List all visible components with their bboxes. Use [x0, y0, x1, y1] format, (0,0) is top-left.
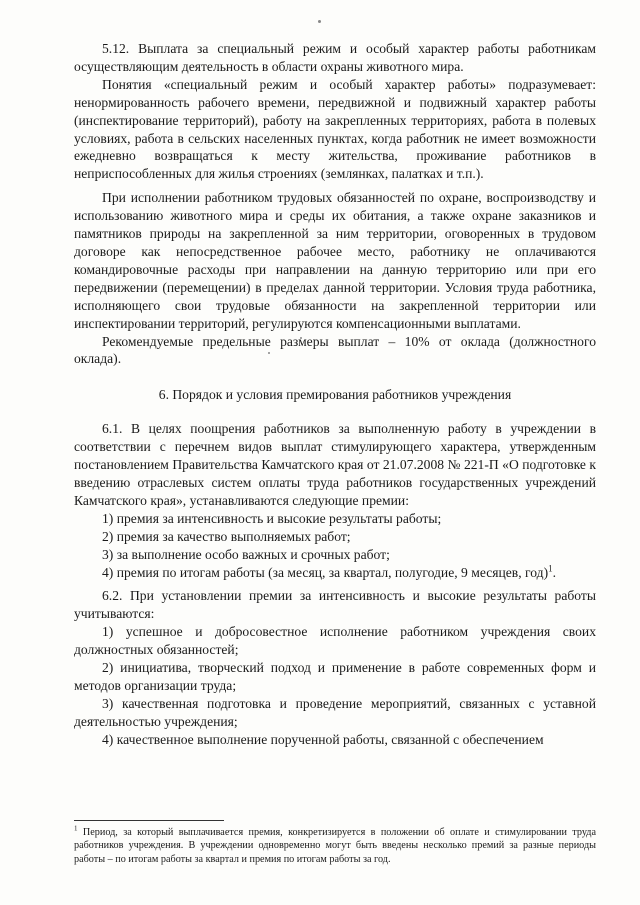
- criteria-item: 2) инициатива, творческий подход и применение в работе современных форм и методов организации труда;: [74, 660, 596, 693]
- criteria-item: 4) качественное выполнение порученной работы, связанной с обеспечением: [102, 731, 544, 747]
- footnote: [74, 826, 596, 866]
- footnote-reference[interactable]: 1: [548, 563, 553, 574]
- criteria-item: 1) успешное и добросовестное исполнение работником учреждения своих должностных обязанностей;: [74, 624, 596, 658]
- section-heading: 6. Порядок и условия премирования работников учреждения: [158, 387, 512, 403]
- paragraph-recommended-size: Рекомендуемые предельные размеры выплат – 10% от оклада (должностного оклада).: [74, 333, 596, 367]
- premium-item: 3) за выполнение особо важных и срочных работ;: [102, 546, 390, 562]
- paragraph-6-1: 6.1. В целях поощрения работников за выполненную работу в учреждении в соответствии с перечнем видов выплат стимулирующего характера, утвержденным постановлением Правительства Камчатского края от 21.07.2008 № 221-П «О подготовке к введению отраслевых систем оплаты труда работников государственных учреждений Камчатского края», устанавливаются следующие премии:: [74, 421, 596, 508]
- document-body: [74, 40, 596, 749]
- premium-item: 1) премия за интенсивность и высокие результаты работы;: [102, 510, 442, 526]
- footnote-text: Период, за который выплачивается премия, конкретизируется в положении об оплате и стимулировании труда работников учреждения. В учреждении одновременно могут быть введены несколько премий за разные периоды работы – по итогам работы за квартал и премия по итогам работы за год.: [74, 827, 596, 865]
- paragraph-travel-expenses: При исполнении работником трудовых обязанностей по охране, воспроизводству и использованию животного мира и среды их обитания, а также охране заказников и памятников природы на закрепленной за ним территории, оговоренных в трудовом договоре как непосредственное рабочее место, работнику не оплачиваются командировочные расходы при направлении на данную территорию или при его передвижении (перемещении) в пределах данной территории. Условия труда работника, исполняющего свои трудовые обязанности на закрепленной территории или инспектировании территорий, регулируются компенсационными выплатами.: [74, 190, 596, 331]
- footnote-separator: [74, 820, 224, 821]
- premium-item-text: 4) премия по итогам работы (за месяц, за квартал, полугодие, 9 месяцев, год): [102, 564, 549, 580]
- criteria-item: 3) качественная подготовка и проведение мероприятий, связанных с уставной деятельностью учреждения;: [74, 695, 596, 729]
- premium-item: 4) премия по итогам работы (за месяц, за квартал, полугодие, 9 месяцев, год)$^1$.: [102, 563, 557, 580]
- premium-item: 2) премия за качество выполняемых работ;: [102, 528, 351, 544]
- paragraph-6-2: 6.2. При установлении премии за интенсивность и высокие результаты работы учитываются:: [74, 588, 596, 622]
- paragraph-special-regime-definition: Понятия «специальный режим и особый характер работы» подразумевает: ненормированность рабочего времени, передвижной и подвижный характер работы (инспектирование территорий), работу на закрепленных территориях, работа в полевых условиях, работа в сельских населенных пунктах, когда работник не имеет возможности ежедневно возвращаться к месту жительства, проживание работников в неприспособленных для жилья строениях (землянках, палатках и т.п.).: [74, 76, 596, 182]
- paragraph-5-12: 5.12. Выплата за специальный режим и особый характер работы работникам осуществляющим деятельность в области охраны животного мира.: [74, 41, 596, 74]
- footnote-mark: 1: [74, 824, 78, 833]
- scan-speck: [318, 20, 321, 23]
